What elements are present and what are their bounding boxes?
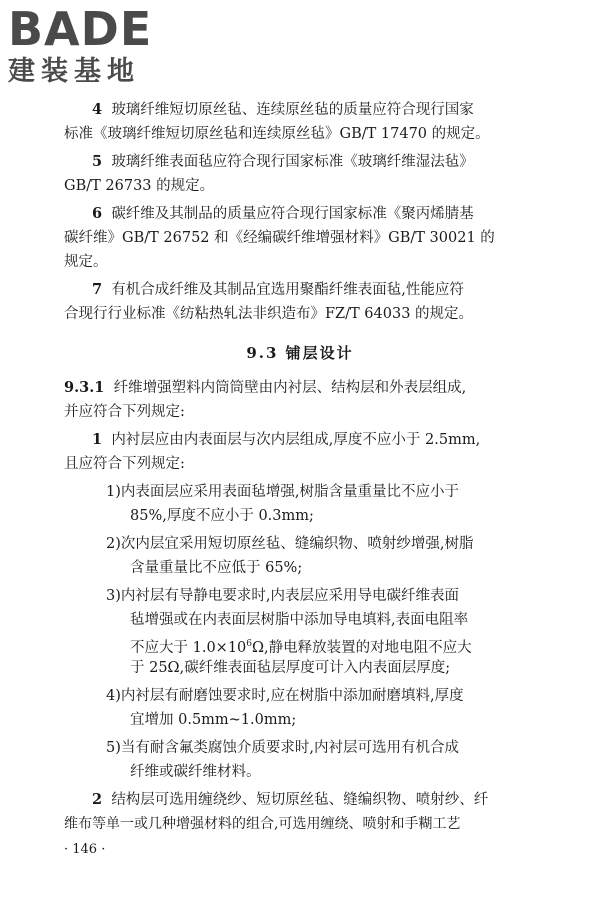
text-line: 且应符合下列规定:: [64, 456, 185, 472]
line-text: 内表面层应采用表面毡增强,树脂含量重量比不应小于: [120, 484, 459, 500]
text-line: [106, 534, 474, 554]
logo-subtitle: 建装基地: [8, 56, 140, 87]
text-line: 85%,厚度不应小于 0.3mm;: [130, 508, 314, 524]
text-line: [106, 586, 459, 606]
line-text: 次内层宜采用短切原丝毡、缝编织物、喷射纱增强,树脂: [120, 536, 474, 552]
line-text: 内衬层应由内表面层与次内层组成,厚度不应小于 2.5mm,: [111, 432, 481, 448]
line-text: 有机合成纤维及其制品宜选用聚酯纤维表面毡,性能应符: [111, 282, 464, 298]
text-line: 碳纤维》GB/T 26752 和《经编碳纤维增强材料》GB/T 30021 的: [64, 230, 495, 246]
text-line: [92, 204, 474, 224]
text-line: 于 25Ω,碳纤维表面毡层厚度可计入内表面层厚度;: [130, 660, 451, 676]
text-line: [64, 378, 466, 398]
text-line: [92, 280, 464, 300]
text-line: 毡增强或在内表面层树脂中添加导电填料,表面电阻率: [130, 612, 469, 628]
line-text: 不应大于 1.0×10: [130, 639, 247, 656]
text-line: GB/T 26733 的规定。: [64, 178, 215, 194]
line-text: 内衬层有导静电要求时,内表层应采用导电碳纤维表面: [120, 588, 459, 604]
sub-item-number: 5): [106, 740, 121, 756]
line-text: 玻璃纤维表面毡应符合现行国家标准《玻璃纤维湿法毡》: [111, 154, 474, 170]
item-number: 2: [92, 791, 103, 808]
sub-item-number: 4): [106, 688, 121, 704]
logo-wordmark: BADE: [8, 2, 153, 56]
line-text: 碳纤维及其制品的质量应符合现行国家标准《聚丙烯腈基: [111, 206, 474, 222]
text-line: 纤维或碳纤维材料。: [130, 764, 261, 780]
text-line: [92, 430, 480, 450]
page-number: · 146 ·: [64, 842, 106, 857]
text-line: 标准《玻璃纤维短切原丝毡和连续原丝毡》GB/T 17470 的规定。: [64, 126, 490, 142]
clause-number: 9.3.1: [64, 379, 105, 396]
text-line: [106, 482, 459, 502]
text-line: [106, 738, 459, 758]
text-line: 规定。: [64, 254, 108, 270]
text-line: [92, 790, 488, 810]
text-line: 并应符合下列规定:: [64, 404, 185, 420]
text-line: 含量重量比不应低于 65%;: [130, 560, 303, 576]
text-line: [106, 686, 464, 706]
text-line: [92, 152, 474, 172]
item-number: 4: [92, 101, 103, 118]
item-number: 7: [92, 281, 103, 298]
sub-item-number: 2): [106, 536, 121, 552]
superscript: 6: [246, 639, 253, 649]
line-text: 当有耐含氟类腐蚀介质要求时,内衬层可选用有机合成: [120, 740, 459, 756]
section-heading: 9.3 铺层设计: [246, 344, 354, 362]
line-text: 内衬层有耐磨蚀要求时,应在树脂中添加耐磨填料,厚度: [120, 688, 464, 704]
sub-item-number: 1): [106, 484, 121, 500]
bade-logo: [8, 4, 152, 88]
text-line: 维布等单一或几种增强材料的组合,可选用缠绕、喷射和手糊工艺: [64, 816, 461, 832]
line-text: 玻璃纤维短切原丝毡、连续原丝毡的质量应符合现行国家: [111, 102, 474, 118]
text-line: 宜增加 0.5mm~1.0mm;: [130, 712, 297, 728]
text-line: [92, 100, 474, 120]
item-number: 1: [92, 431, 103, 448]
text-line: 合现行行业标准《纺粘热轧法非织造布》FZ/T 64033 的规定。: [64, 306, 474, 322]
item-number: 5: [92, 153, 103, 170]
line-text: 纤维增强塑料内筒筒壁由内衬层、结构层和外表层组成,: [113, 380, 467, 396]
item-number: 6: [92, 205, 103, 222]
line-text: Ω,静电释放装置的对地电阻不应大: [252, 639, 472, 656]
line-text: 结构层可选用缠绕纱、短切原丝毡、缝编织物、喷射纱、纤: [111, 792, 489, 808]
text-line: [130, 634, 472, 658]
sub-item-number: 3): [106, 588, 121, 604]
